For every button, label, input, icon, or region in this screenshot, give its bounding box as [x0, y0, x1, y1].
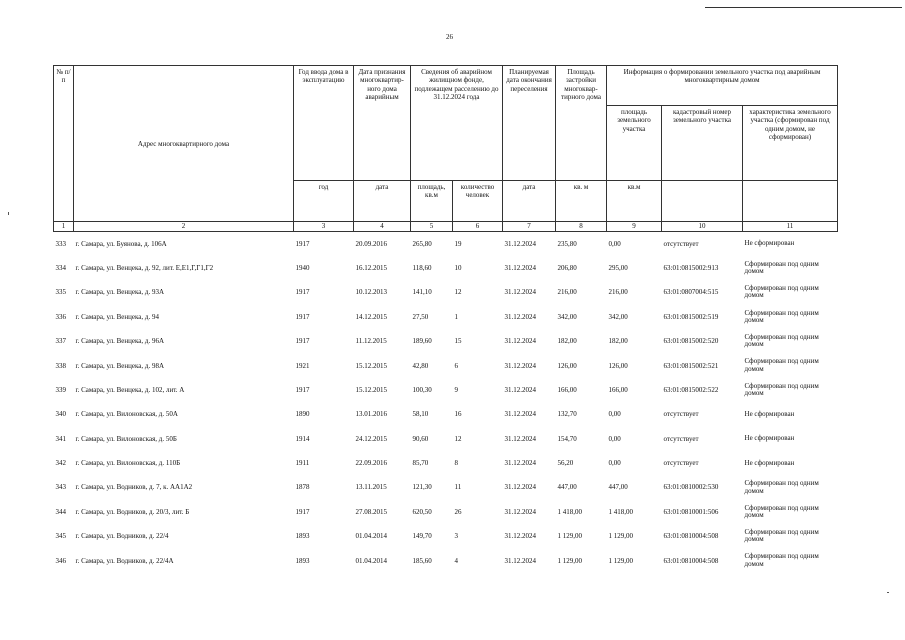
address-cell: г. Самара, ул. Венцека, д. 98А — [75, 361, 165, 370]
cadastral-cell: 63:01:0815002:913 — [663, 263, 719, 272]
address-cell: г. Самара, ул. Водников, д. 20/3, лит. Б — [75, 507, 190, 516]
land-area-cell: 0,00 — [608, 239, 621, 248]
area-cell: 85,70 — [412, 459, 429, 468]
address-cell: г. Самара, ул. Водников, д. 22/4А — [75, 556, 174, 565]
year-cell: 1921 — [295, 361, 310, 370]
area-cell: 118,60 — [412, 263, 432, 272]
row-number: 333 — [55, 239, 66, 248]
year-cell: 1893 — [295, 532, 310, 541]
area-cell: 141,10 — [412, 288, 432, 297]
people-cell: 4 — [454, 556, 458, 565]
row-number: 344 — [55, 507, 66, 516]
unit-date-2: дата — [503, 181, 556, 222]
year-cell: 1890 — [295, 410, 310, 419]
land-area-cell: 216,00 — [608, 288, 628, 297]
col-number: 10 — [662, 222, 743, 232]
cadastral-cell: отсутствует — [663, 239, 699, 248]
recognition-date-cell: 22.09.2016 — [355, 459, 387, 468]
recognition-date-cell: 20.09.2016 — [355, 239, 387, 248]
row-number: 337 — [55, 337, 66, 346]
row-number: 338 — [55, 361, 66, 370]
land-area-cell: 126,00 — [608, 361, 628, 370]
unit-empty — [662, 181, 743, 222]
build-area-cell: 1 129,00 — [557, 532, 583, 541]
recognition-date-cell: 13.01.2016 — [355, 410, 387, 419]
land-char-cell: Сформирован под одним домом — [744, 357, 819, 373]
year-cell: 1917 — [295, 312, 310, 321]
cadastral-cell: 63:01:0810002:530 — [663, 483, 719, 492]
row-number: 342 — [55, 459, 66, 468]
build-area-cell: 447,00 — [557, 483, 577, 492]
header-year-built: Год ввода дома в эксплуатацию — [294, 66, 354, 181]
recognition-date-cell: 27.08.2015 — [355, 507, 387, 516]
recognition-date-cell: 24.12.2015 — [355, 434, 387, 443]
land-char-cell: Сформирован под одним домом — [744, 381, 819, 398]
cadastral-cell: 63:01:0810004:508 — [663, 532, 719, 541]
recognition-date-cell: 01.04.2014 — [355, 556, 387, 565]
land-area-cell: 0,00 — [608, 434, 621, 443]
land-char-cell: Сформирован под одним домом — [744, 528, 819, 544]
year-cell: 1917 — [295, 385, 310, 394]
planned-date-cell: 31.12.2024 — [504, 556, 537, 565]
col-number: 6 — [453, 222, 503, 232]
column-numbers-row — [54, 222, 838, 232]
area-cell: 189,60 — [412, 337, 432, 346]
land-char-cell: Не сформирован — [744, 239, 795, 248]
land-char-cell: Не сформирован — [744, 409, 795, 418]
header-land-char: характеристика земельного участка (сформирован под одним домом, не сформирован) — [743, 106, 838, 181]
unit-year: год — [294, 181, 354, 222]
row-number: 341 — [55, 434, 66, 443]
row-number: 335 — [55, 288, 66, 297]
col-number: 5 — [411, 222, 453, 232]
planned-date-cell: 31.12.2024 — [504, 532, 537, 541]
address-cell: г. Самара, ул. Венцека, д. 96А — [75, 337, 165, 346]
row-number: 334 — [55, 263, 66, 272]
address-cell: г. Самара, ул. Венцека, д. 94 — [75, 312, 159, 321]
col-number: 2 — [74, 222, 294, 232]
address-cell: г. Самара, ул. Венцека, д. 93А — [75, 288, 165, 297]
year-cell: 1917 — [295, 507, 310, 516]
row-number: 343 — [55, 483, 66, 492]
people-cell: 9 — [454, 385, 458, 394]
people-cell: 10 — [454, 263, 462, 272]
area-cell: 185,60 — [412, 556, 432, 565]
land-area-cell: 1 129,00 — [608, 532, 634, 541]
scan-speck — [8, 212, 9, 215]
cadastral-cell: 63:01:0810001:506 — [663, 507, 719, 516]
row-number: 340 — [55, 410, 66, 419]
register-table — [53, 65, 838, 573]
recognition-date-cell: 11.12.2015 — [355, 337, 387, 346]
col-number: 9 — [607, 222, 662, 232]
unit-sqm-2: кв.м — [607, 181, 662, 222]
people-cell: 19 — [454, 239, 462, 248]
people-cell: 11 — [454, 483, 462, 492]
header-planned-end: Планируемая дата окончания переселения — [503, 66, 556, 181]
table-row — [54, 524, 838, 548]
people-cell: 1 — [454, 312, 458, 321]
cadastral-cell: отсутствует — [663, 434, 699, 443]
land-char-cell: Сформирован под одним домом — [744, 332, 819, 349]
table-row — [54, 451, 838, 475]
land-area-cell: 0,00 — [608, 459, 621, 468]
planned-date-cell: 31.12.2024 — [504, 288, 537, 297]
recognition-date-cell: 13.11.2015 — [355, 483, 387, 492]
year-cell: 1917 — [295, 239, 310, 248]
planned-date-cell: 31.12.2024 — [504, 410, 537, 419]
recognition-date-cell: 01.04.2014 — [355, 532, 387, 541]
header-land-area: площадь земельного участка — [607, 106, 662, 181]
col-number: 8 — [556, 222, 607, 232]
unit-area: площадь, кв.м — [411, 181, 453, 222]
recognition-date-cell: 10.12.2013 — [355, 288, 387, 297]
header-recognition-date: Дата признания многоквартир-ного дома аварийным — [354, 66, 411, 181]
cadastral-cell: 63:01:0810004:508 — [663, 556, 719, 565]
table-row — [54, 256, 838, 280]
recognition-date-cell: 15.12.2015 — [355, 361, 387, 370]
header-cadastral: кадастровый номер земельного участка — [662, 106, 743, 181]
row-number: 336 — [55, 312, 66, 321]
table-row — [54, 280, 838, 304]
area-cell: 58,10 — [412, 410, 429, 419]
build-area-cell: 206,80 — [557, 263, 577, 272]
table-header — [54, 66, 838, 232]
unit-people: количество человек — [453, 181, 503, 222]
build-area-cell: 132,70 — [557, 410, 577, 419]
scan-speck — [887, 592, 889, 593]
row-number: 345 — [55, 532, 66, 541]
build-area-cell: 182,00 — [557, 337, 577, 346]
page-number: 26 — [446, 33, 453, 41]
address-cell: г. Самара, ул. Венцека, д. 92, лит. Е,Е1,Г,Г1,Г2 — [75, 263, 214, 272]
build-area-cell: 342,00 — [557, 312, 577, 321]
table-row — [54, 232, 838, 256]
area-cell: 90,60 — [412, 434, 429, 443]
land-area-cell: 166,00 — [608, 385, 628, 394]
header-no: № п/п — [54, 66, 74, 222]
table-row — [54, 329, 838, 353]
people-cell: 3 — [454, 532, 458, 541]
row-number: 339 — [55, 385, 66, 394]
address-cell: г. Самара, ул. Вилоновская, д. 110Б — [75, 459, 181, 468]
year-cell: 1917 — [295, 337, 310, 346]
people-cell: 8 — [454, 459, 458, 468]
land-area-cell: 1 129,00 — [608, 556, 634, 565]
area-cell: 121,30 — [412, 483, 432, 492]
planned-date-cell: 31.12.2024 — [504, 434, 537, 443]
top-rule — [705, 7, 902, 8]
cadastral-cell: 63:01:0815002:522 — [663, 385, 719, 394]
cadastral-cell: отсутствует — [663, 459, 699, 468]
build-area-cell: 1 418,00 — [557, 507, 583, 516]
land-area-cell: 182,00 — [608, 337, 628, 346]
area-cell: 27,50 — [412, 312, 429, 321]
cadastral-cell: 63:01:0807004:515 — [663, 288, 719, 297]
area-cell: 149,70 — [412, 532, 432, 541]
recognition-date-cell: 16.12.2015 — [355, 263, 387, 272]
land-area-cell: 447,00 — [608, 483, 628, 492]
build-area-cell: 166,00 — [557, 385, 577, 394]
address-cell: г. Самара, ул. Венцека, д. 102, лит. А — [75, 385, 185, 394]
build-area-cell: 235,80 — [557, 239, 577, 248]
table-row — [54, 549, 838, 573]
people-cell: 6 — [454, 361, 458, 370]
land-char-cell: Сформирован под одним домом — [744, 552, 819, 568]
planned-date-cell: 31.12.2024 — [504, 239, 537, 248]
col-number: 7 — [503, 222, 556, 232]
land-char-cell: Сформирован под одним домом — [744, 503, 819, 519]
header-address: Адрес многоквартирного дома — [74, 66, 294, 222]
cadastral-cell: 63:01:0815002:521 — [663, 361, 719, 370]
year-cell: 1893 — [295, 556, 310, 565]
table-row — [54, 378, 838, 402]
planned-date-cell: 31.12.2024 — [504, 385, 537, 394]
table-row — [54, 305, 838, 329]
land-char-cell: Не сформирован — [744, 434, 795, 443]
area-cell: 265,80 — [412, 239, 432, 248]
unit-empty — [743, 181, 838, 222]
address-cell: г. Самара, ул. Водников, д. 22/4 — [75, 532, 169, 541]
land-area-cell: 1 418,00 — [608, 507, 634, 516]
year-cell: 1911 — [295, 459, 310, 468]
table-body — [54, 232, 838, 573]
build-area-cell: 216,00 — [557, 288, 577, 297]
cadastral-cell: 63:01:0815002:519 — [663, 312, 719, 321]
address-cell: г. Самара, ул. Вилоновская, д. 50Б — [75, 434, 177, 443]
col-number: 1 — [54, 222, 74, 232]
table-row — [54, 402, 838, 426]
people-cell: 15 — [454, 337, 462, 346]
planned-date-cell: 31.12.2024 — [504, 459, 537, 468]
col-number: 3 — [294, 222, 354, 232]
people-cell: 26 — [454, 507, 462, 516]
area-cell: 42,80 — [412, 361, 429, 370]
people-cell: 16 — [454, 410, 462, 419]
people-cell: 12 — [454, 434, 462, 443]
year-cell: 1917 — [295, 288, 310, 297]
unit-sqm: кв. м — [556, 181, 607, 222]
col-number: 11 — [743, 222, 838, 232]
planned-date-cell: 31.12.2024 — [504, 483, 537, 492]
address-cell: г. Самара, ул. Буянова, д. 106А — [75, 239, 167, 248]
land-area-cell: 0,00 — [608, 410, 621, 419]
land-area-cell: 295,00 — [608, 263, 628, 272]
year-cell: 1914 — [295, 434, 310, 443]
cadastral-cell: 63:01:0815002:520 — [663, 337, 719, 346]
build-area-cell: 154,70 — [557, 434, 577, 443]
land-char-cell: Сформирован под одним домом — [744, 479, 819, 495]
planned-date-cell: 31.12.2024 — [504, 263, 537, 272]
people-cell: 12 — [454, 288, 462, 297]
build-area-cell: 1 129,00 — [557, 556, 583, 565]
address-cell: г. Самара, ул. Водников, д. 7, к. АА1А2 — [75, 483, 193, 492]
cadastral-cell: отсутствует — [663, 410, 699, 419]
header-land-info: Информация о формировании земельного участка под аварийным многоквартирным домом — [607, 66, 838, 106]
recognition-date-cell: 15.12.2015 — [355, 385, 387, 394]
unit-date: дата — [354, 181, 411, 222]
land-char-cell: Сформирован под одним домом — [744, 284, 819, 300]
table-row — [54, 500, 838, 524]
planned-date-cell: 31.12.2024 — [504, 361, 537, 370]
col-number: 4 — [354, 222, 411, 232]
header-build-area: Площадь застройки многоквар-тирного дома — [556, 66, 607, 181]
area-cell: 100,30 — [412, 385, 432, 394]
address-cell: г. Самара, ул. Вилоновская, д. 50А — [75, 410, 178, 419]
planned-date-cell: 31.12.2024 — [504, 507, 537, 516]
year-cell: 1878 — [295, 483, 310, 492]
table-row — [54, 427, 838, 451]
build-area-cell: 56,20 — [557, 459, 574, 468]
row-number: 346 — [55, 556, 66, 565]
table-row — [54, 353, 838, 377]
build-area-cell: 126,00 — [557, 361, 577, 370]
area-cell: 620,50 — [412, 507, 432, 516]
planned-date-cell: 31.12.2024 — [504, 337, 537, 346]
recognition-date-cell: 14.12.2015 — [355, 312, 387, 321]
land-char-cell: Сформирован под одним домом — [744, 308, 819, 324]
land-char-cell: Не сформирован — [744, 458, 795, 467]
land-area-cell: 342,00 — [608, 312, 628, 321]
year-cell: 1940 — [295, 263, 310, 272]
header-emergency-stock: Сведения об аварийном жилищном фонде, подлежащем расселению до 31.12.2024 года — [411, 66, 503, 181]
land-char-cell: Сформирован под одним домом — [744, 259, 819, 276]
planned-date-cell: 31.12.2024 — [504, 312, 537, 321]
table-row — [54, 475, 838, 499]
